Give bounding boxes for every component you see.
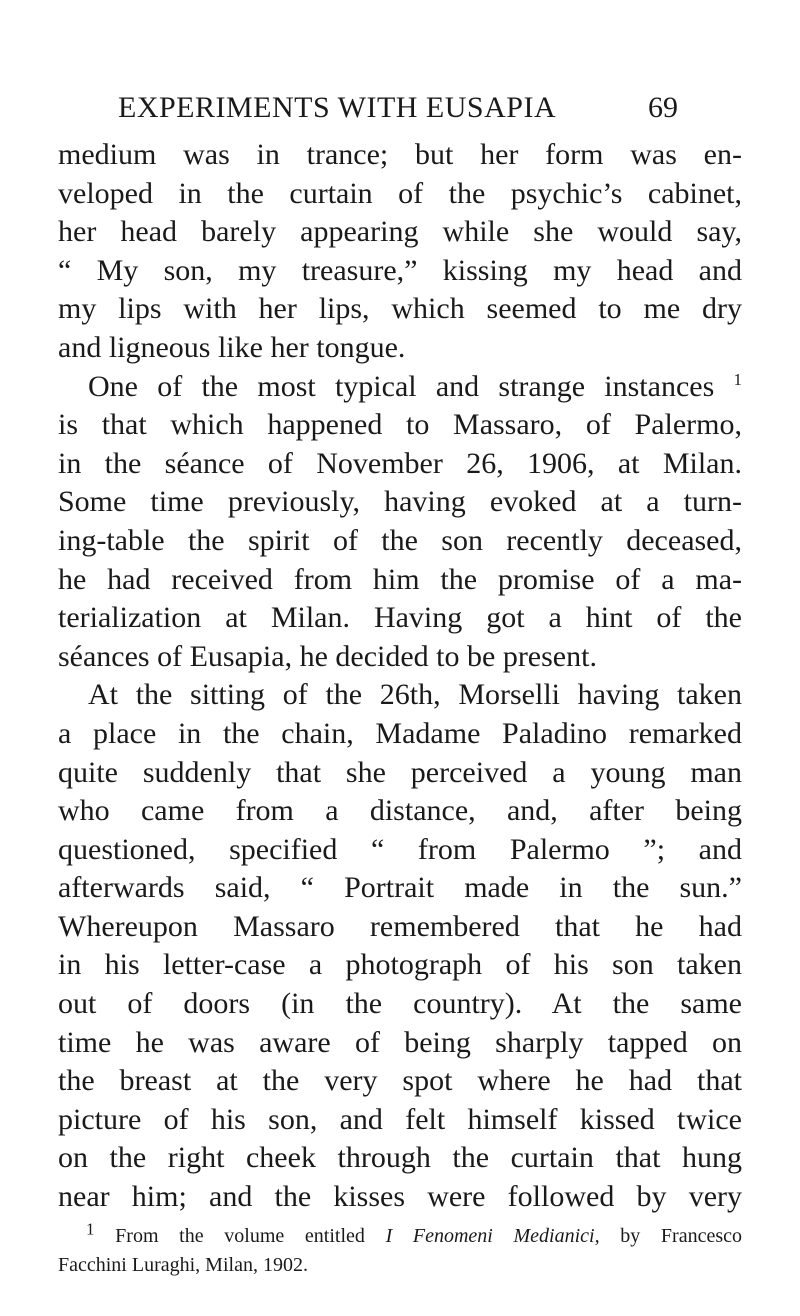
page-number: 69 [648, 91, 678, 124]
text-line: questioned, specified “ from Palermo ”; and [58, 832, 742, 866]
text-line: a place in the chain, Madame Paladino remarked [58, 716, 742, 750]
text-line: “ My son, my treasure,” kissing my head and [58, 253, 742, 287]
footnote-marker: 1 [86, 1219, 95, 1239]
text-line: in the séance of November 26, 1906, at Milan. [58, 446, 742, 480]
footnote-line: Facchini Luraghi, Milan, 1902. [58, 1254, 308, 1276]
footnote-reference: 1 [733, 369, 742, 389]
running-title: EXPERIMENTS WITH EUSAPIA [118, 91, 557, 124]
text-line [58, 368, 742, 407]
footnote-prefix: From the volume entitled [115, 1225, 386, 1247]
text-line: terialization at Milan. Having got a hint of the [58, 601, 742, 635]
text-line: near him; and the kisses were followed by very [58, 1180, 742, 1214]
text-line: veloped in the curtain of the psychic’s cabinet, [58, 176, 742, 210]
footnote-line [58, 1219, 743, 1251]
text-line: Some time previously, having evoked at a turn- [58, 485, 742, 519]
text-line: time he was aware of being sharply tapped on [58, 1025, 742, 1059]
text-line: picture of his son, and felt himself kissed twice [58, 1102, 742, 1136]
text-line: in his letter-case a photograph of his son taken [58, 948, 742, 982]
text-line: is that which happened to Massaro, of Palermo, [58, 408, 742, 442]
text-line-content: One of the most typical and strange instances [88, 369, 715, 403]
text-line: out of doors (in the country). At the same [58, 987, 742, 1021]
text-line: séances of Eusapia, he decided to be present. [58, 639, 597, 673]
footnote-suffix: by Francesco [599, 1225, 743, 1247]
text-line: ing-table the spirit of the son recently deceased, [58, 523, 742, 557]
text-line: the breast at the very spot where he had that [58, 1064, 742, 1098]
text-line: and ligneous like her tongue. [58, 330, 406, 364]
text-line: her head barely appearing while she would say, [58, 215, 742, 249]
footnote-book-title: I Fenomeni Medianici, [385, 1225, 600, 1247]
footnote [58, 1219, 743, 1280]
text-line: Whereupon Massaro remembered that he had [58, 909, 742, 943]
body-text [58, 136, 742, 1217]
text-line: medium was in trance; but her form was en- [58, 138, 742, 171]
text-line: on the right cheek through the curtain that hung [58, 1141, 742, 1175]
text-line: my lips with her lips, which seemed to me dry [58, 292, 742, 326]
text-line: quite suddenly that she perceived a young man [58, 755, 742, 789]
text-line: he had received from him the promise of a ma- [58, 562, 742, 596]
text-line: At the sitting of the 26th, Morselli having taken [88, 678, 742, 712]
text-line: afterwards said, “ Portrait made in the sun.” [58, 871, 742, 905]
text-line: who came from a distance, and, after being [58, 794, 742, 828]
